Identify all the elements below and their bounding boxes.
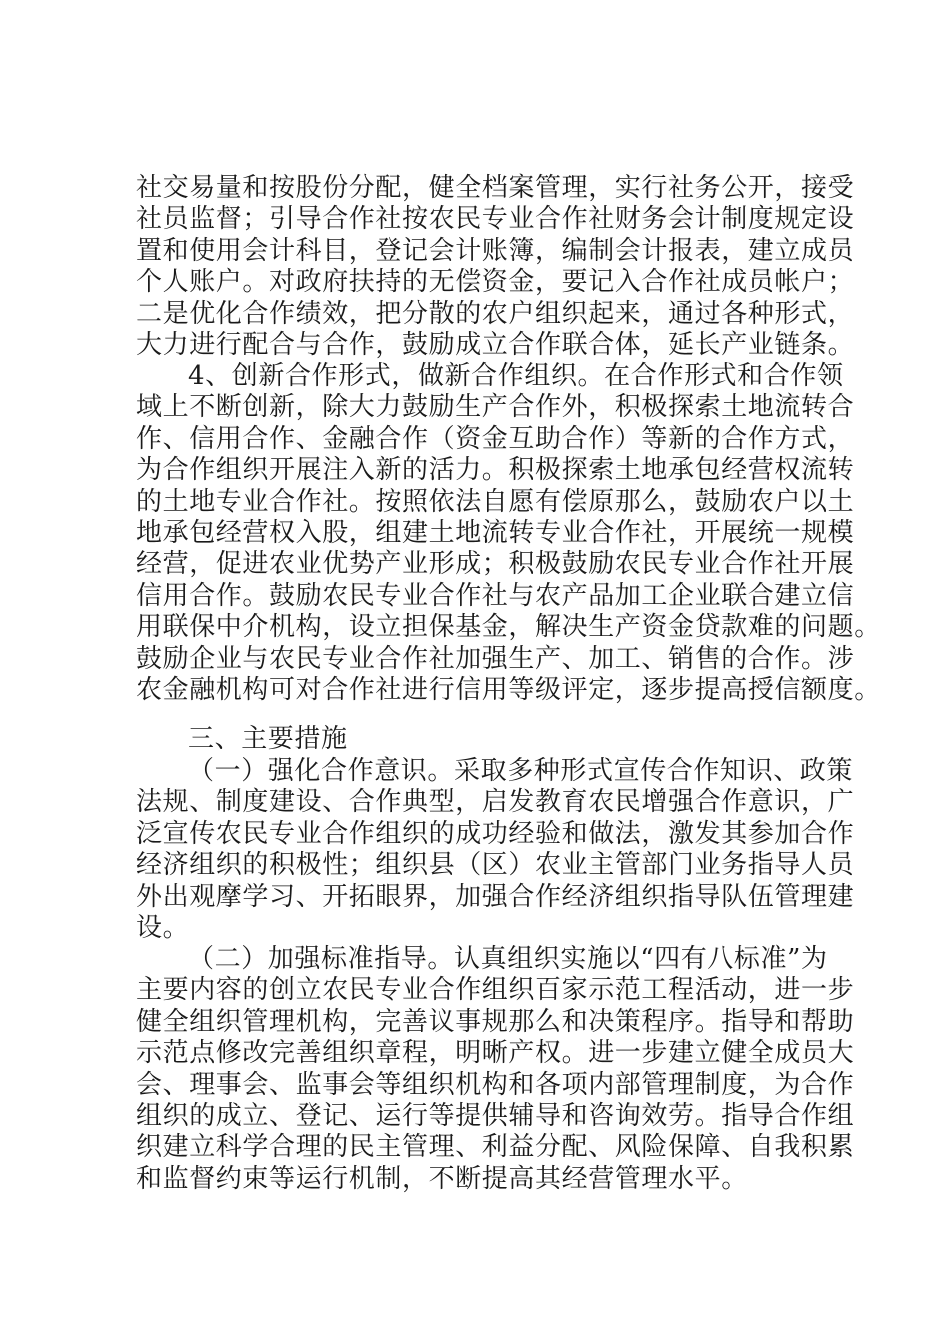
text-line: 域上不断创新，除大力鼓励生产合作外，积极探索土地流转合 [136, 392, 855, 423]
text-line: （二）加强标准指导。认真组织实施以“四有八标准”为 [188, 944, 828, 974]
text-line: 为合作组织开展注入新的活力。积极探索土地承包经营权流转 [136, 455, 855, 486]
text-line: 社交易量和按股份分配，健全档案管理，实行社务公开，接受 [136, 173, 855, 203]
text-line: 大力进行配合与合作，鼓励成立合作联合体，延长产业链条。 [136, 329, 855, 360]
text-line: 会、理事会、监事会等组织机构和各项内部管理制度，为合作 [136, 1069, 855, 1100]
text-line: 的土地专业合作社。按照依法自愿有偿原那么，鼓励农户以土 [136, 486, 855, 517]
text-line: 地承包经营权入股，组建土地流转专业合作社，开展统一规模 [136, 517, 855, 548]
text-line: 和监督约束等运行机制，不断提高其经营管理水平。 [136, 1163, 748, 1194]
text-line: 经济组织的积极性；组织县（区）农业主管部门业务指导人员 [136, 850, 855, 881]
text-line: 置和使用会计科目，登记会计账簿，编制会计报表，建立成员 [136, 235, 855, 266]
section-title: 三、主要措施 [188, 724, 348, 754]
text-line: 法规、制度建设、合作典型，启发教育农民增强合作意识，广 [136, 787, 855, 818]
text-line: 设。 [136, 912, 190, 943]
text-line: 外出观摩学习、开拓眼界，加强合作经济组织指导队伍管理建 [136, 881, 855, 912]
paragraph-innovation [136, 361, 881, 706]
text-line: 示范点修改完善组织章程，明晰产权。进一步建立健全成员大 [136, 1038, 855, 1069]
text-line: 经营，促进农业优势产业形成；积极鼓励农民专业合作社开展 [136, 549, 855, 580]
section-heading [136, 724, 836, 755]
text-line: 作、信用合作、金融合作（资金互助合作）等新的合作方式， [136, 423, 855, 454]
text-line: 组织的成立、登记、运行等提供辅导和咨询效劳。指导合作组 [136, 1100, 855, 1131]
text-line: 4、创新合作形式，做新合作组织。在合作形式和合作领 [188, 361, 844, 391]
text-line: 织建立科学合理的民主管理、利益分配、风险保障、自我积累 [136, 1132, 855, 1163]
paragraph-continuation [136, 173, 855, 361]
measure-one [136, 756, 855, 944]
text-line: 健全组织管理机构，完善议事规那么和决策程序。指导和帮助 [136, 1006, 855, 1037]
text-line: 信用合作。鼓励农民专业合作社与农产品加工企业联合建立信 [136, 580, 855, 611]
text-line: 个人账户。对政府扶持的无偿资金，要记入合作社成员帐户； [136, 267, 855, 298]
text-line: 社员监督；引导合作社按农民专业合作社财务会计制度规定设 [136, 204, 855, 235]
measure-two [136, 944, 855, 1195]
text-line: 主要内容的创立农民专业合作组织百家示范工程活动，进一步 [136, 975, 855, 1006]
text-line: 泛宣传农民专业合作组织的成功经验和做法，激发其参加合作 [136, 818, 855, 849]
text-line: （一）强化合作意识。采取多种形式宣传合作知识、政策 [188, 756, 854, 786]
text-line: 用联保中介机构，设立担保基金，解决生产资金贷款难的问题。 [136, 612, 881, 643]
text-line: 鼓励企业与农民专业合作社加强生产、加工、销售的合作。涉 [136, 643, 855, 674]
text-line: 二是优化合作绩效，把分散的农户组织起来，通过各种形式， [136, 298, 855, 329]
text-line: 农金融机构可对合作社进行信用等级评定，逐步提高授信额度。 [136, 674, 881, 705]
